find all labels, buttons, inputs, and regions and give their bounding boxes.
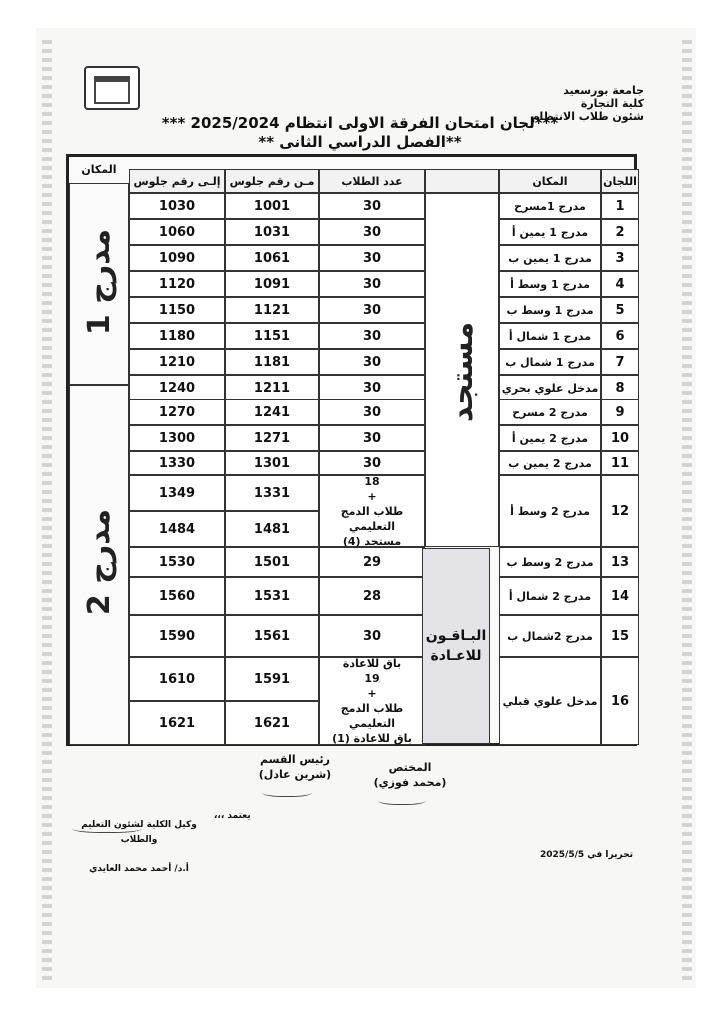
to-seat-number: 1560: [129, 577, 225, 615]
committee-number: 8: [601, 375, 639, 401]
committee-number: 16: [601, 657, 639, 745]
student-count-line: باق للاعادة: [342, 657, 402, 670]
hall1-label: مدرج 1: [81, 228, 117, 336]
committee-number: 6: [601, 323, 639, 349]
from-seat-number: 1531: [225, 577, 319, 615]
vice-dean-title: وكيل الكلية لشئون التعليم والطلاب: [81, 820, 197, 845]
committee-location: مدرج 1 يمين أ: [499, 219, 601, 245]
student-count-line: طلاب الدمج التعليمي: [340, 702, 404, 730]
to-seat-number: 1090: [129, 245, 225, 271]
specialist-signature-mark: [378, 794, 426, 805]
committee-location: مدرج 1 شمال ب: [499, 349, 601, 375]
committee-location: مدرج 2 مسرح: [499, 399, 601, 425]
head-title: رئيس القسم: [260, 753, 330, 766]
specialist-signature: [365, 760, 455, 790]
specialist-title: المختص: [388, 761, 432, 774]
committee-location: مدرج 1 شمال أ: [499, 323, 601, 349]
repeat-line-2: للاعـادة: [430, 648, 482, 664]
to-seat-number: 1484: [129, 511, 225, 547]
repeat-line-1: البـاقـون: [425, 628, 487, 644]
to-seat-number: 1030: [129, 193, 225, 219]
student-count-line: 18: [364, 474, 380, 488]
student-count-line: +: [367, 687, 377, 700]
header-committees: اللجان: [601, 169, 639, 193]
new-students-label: مستجد: [444, 321, 480, 423]
head-name: (شرين عادل): [258, 768, 332, 781]
university-name: جامعة بورسعيد: [563, 84, 644, 97]
specialist-name: (محمد فوزي): [373, 776, 447, 789]
to-seat-number: 1120: [129, 271, 225, 297]
to-seat-number: 1610: [129, 657, 225, 701]
to-seat-number: 1349: [129, 475, 225, 511]
from-seat-number: 1271: [225, 425, 319, 451]
student-count: 30: [319, 451, 425, 475]
student-count: 28: [319, 577, 425, 615]
to-seat-number: 1621: [129, 701, 225, 745]
committee-location: مدرج 1 وسط أ: [499, 271, 601, 297]
to-seat-number: 1530: [129, 547, 225, 577]
vice-dean-signature-mark: [72, 822, 142, 833]
committee-location: مدخل علوي بحري: [499, 375, 601, 401]
committee-number: 10: [601, 425, 639, 451]
committee-location: مدرج 1مسرح: [499, 193, 601, 219]
header-from-seat: مـن رقم جلوس: [225, 169, 319, 193]
student-count-line: +: [367, 489, 377, 503]
from-seat-number: 1301: [225, 451, 319, 475]
from-seat-number: 1211: [225, 375, 319, 401]
student-count: 30: [319, 219, 425, 245]
committee-number: 15: [601, 615, 639, 657]
committee-location: مدرج 1 يمين ب: [499, 245, 601, 271]
student-count: 30: [319, 349, 425, 375]
committee-number: 2: [601, 219, 639, 245]
from-seat-number: 1091: [225, 271, 319, 297]
student-count-line: 19: [364, 672, 380, 685]
from-seat-number: 1501: [225, 547, 319, 577]
header-to-seat: إلـى رقم جلوس: [129, 169, 225, 193]
document-title: ***لجان امتحان الفرقة الاولى انتظام 2025/2024 ***: [161, 114, 559, 132]
committee-number: 13: [601, 547, 639, 577]
university-logo: [84, 66, 140, 110]
from-seat-number: 1061: [225, 245, 319, 271]
to-seat-number: 1060: [129, 219, 225, 245]
student-count: 30: [319, 245, 425, 271]
document-subtitle: **الفصل الدراسي الثانى **: [258, 133, 462, 151]
student-count-line: طلاب الدمج التعليمي: [340, 504, 404, 533]
student-count-line: مستجد (4): [342, 534, 402, 548]
from-seat-number: 1591: [225, 657, 319, 701]
to-seat-number: 1240: [129, 375, 225, 401]
repeat-students-label: [422, 548, 490, 744]
student-count: 30: [319, 271, 425, 297]
committee-location: مدرج 2 يمين أ: [499, 425, 601, 451]
student-count: 30: [319, 297, 425, 323]
approval-note: يعتمد ،،،: [214, 811, 251, 821]
from-seat-number: 1031: [225, 219, 319, 245]
from-seat-number: 1001: [225, 193, 319, 219]
student-count: 30: [319, 193, 425, 219]
committee-number: 3: [601, 245, 639, 271]
student-count-detail: [319, 657, 425, 745]
header-blank: [425, 169, 499, 193]
student-count-line: باق للاعادة (1): [332, 732, 412, 745]
head-signature-mark: [262, 786, 312, 797]
committee-location: مدرج 2شمال ب: [499, 615, 601, 657]
committee-number: 7: [601, 349, 639, 375]
committee-location: مدرج 2 شمال أ: [499, 577, 601, 615]
faculty-name: كلية التجارة: [580, 97, 644, 110]
side-watermark-left: [42, 40, 52, 984]
issue-date: تحريرا في 2025/5/5: [540, 850, 633, 860]
to-seat-number: 1150: [129, 297, 225, 323]
committee-number: 14: [601, 577, 639, 615]
department-name: شئون طلاب الانتظام: [531, 110, 644, 123]
from-seat-number: 1481: [225, 511, 319, 547]
student-count: 30: [319, 375, 425, 401]
committee-location: مدرج 2 وسط ب: [499, 547, 601, 577]
from-seat-number: 1241: [225, 399, 319, 425]
student-count-detail: [319, 475, 425, 547]
from-seat-number: 1561: [225, 615, 319, 657]
committee-location: مدرج 1 وسط ب: [499, 297, 601, 323]
committee-number: 4: [601, 271, 639, 297]
committee-number: 11: [601, 451, 639, 475]
hall2-label: مدرج 2: [81, 508, 117, 616]
to-seat-number: 1330: [129, 451, 225, 475]
from-seat-number: 1151: [225, 323, 319, 349]
student-count: 30: [319, 399, 425, 425]
header-location: المكان: [499, 169, 601, 193]
committee-number: 1: [601, 193, 639, 219]
committee-location: مدخل علوي قبلي: [499, 657, 601, 745]
committee-location: مدرج 2 وسط أ: [499, 475, 601, 547]
student-count: 30: [319, 323, 425, 349]
vice-dean-name: أ.د/ أحمد محمد العايدي: [89, 864, 189, 874]
student-count: 30: [319, 425, 425, 451]
side-watermark-right: [682, 40, 692, 984]
committee-number: 5: [601, 297, 639, 323]
header-student-count: عدد الطلاب: [319, 169, 425, 193]
from-seat-number: 1181: [225, 349, 319, 375]
to-seat-number: 1590: [129, 615, 225, 657]
to-seat-number: 1180: [129, 323, 225, 349]
student-count: 29: [319, 547, 425, 577]
from-seat-number: 1621: [225, 701, 319, 745]
from-seat-number: 1331: [225, 475, 319, 511]
head-signature: [250, 752, 340, 782]
committee-number: 12: [601, 475, 639, 547]
to-seat-number: 1300: [129, 425, 225, 451]
committee-location: مدرج 2 يمين ب: [499, 451, 601, 475]
header-place: المكان: [81, 162, 117, 176]
student-count: 30: [319, 615, 425, 657]
to-seat-number: 1210: [129, 349, 225, 375]
to-seat-number: 1270: [129, 399, 225, 425]
committees-table: [66, 154, 637, 746]
from-seat-number: 1121: [225, 297, 319, 323]
committee-number: 9: [601, 399, 639, 425]
